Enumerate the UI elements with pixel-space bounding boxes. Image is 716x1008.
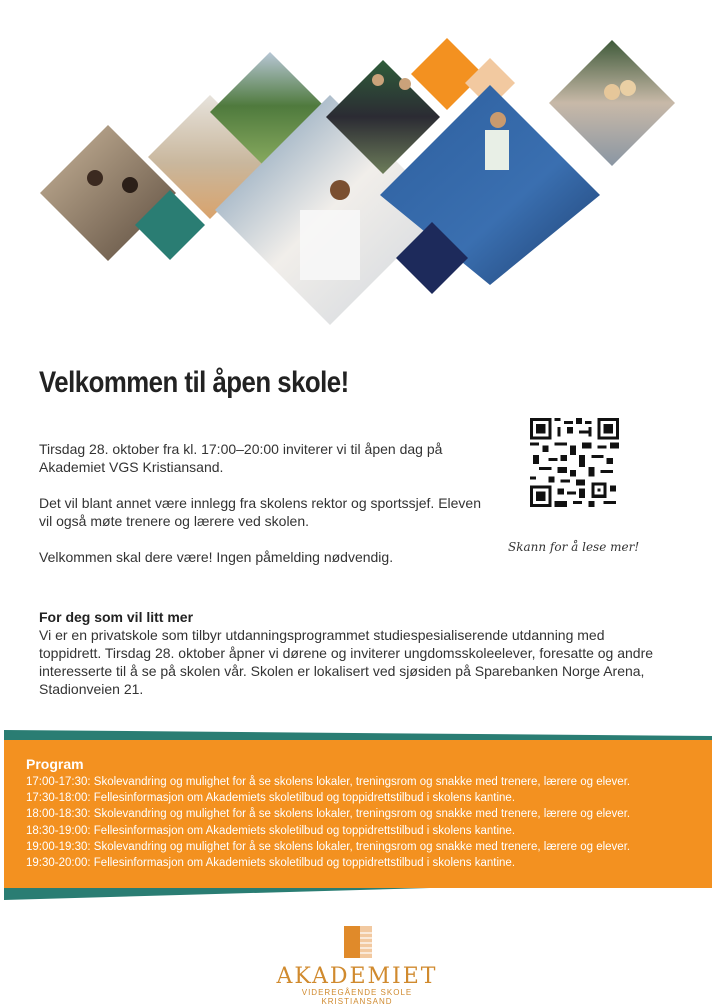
more-info-section xyxy=(39,608,669,698)
more-info-heading: For deg som vil litt mer xyxy=(39,609,194,625)
akademiet-logo-mark-icon xyxy=(340,924,376,960)
photo-collage xyxy=(0,0,716,340)
program-item: 19:30-20:00: Fellesinformasjon om Akademiets skoletilbud og toppidrettstilbud i skolens kantine. xyxy=(26,857,516,870)
logo-name: AKADEMIET xyxy=(276,964,438,989)
intro-text xyxy=(39,440,489,584)
photo-students xyxy=(549,40,675,166)
program-box xyxy=(4,740,712,888)
program-item: 17:30-18:00: Fellesinformasjon om Akademiets skoletilbud og toppidrettstilbud i skolens kantine. xyxy=(26,792,516,805)
intro-paragraph-1: Tirsdag 28. oktober fra kl. 17:00–20:00 inviterer vi til åpen dag på Akademiet VGS Kristiansand. xyxy=(39,441,443,475)
akademiet-logo xyxy=(272,920,442,1008)
program-item: 19:00-19:30: Skolevandring og mulighet for å se skolens lokaler, treningsrom og snakke med trenere, lærere og elever. xyxy=(26,840,631,853)
page-title: Velkommen til åpen skole! xyxy=(39,366,349,399)
program-item: 18:00-18:30: Skolevandring og mulighet for å se skolens lokaler, treningsrom og snakke med trenere, lærere og elever. xyxy=(26,808,631,821)
program-item: 18:30-19:00: Fellesinformasjon om Akademiets skoletilbud og toppidrettstilbud i skolens kantine. xyxy=(26,824,516,837)
logo-subtitle-line-2: KRISTIANSAND xyxy=(321,997,393,1006)
program-item: 17:00-17:30: Skolevandring og mulighet for å se skolens lokaler, treningsrom og snakke med trenere, lærere og elever. xyxy=(26,776,631,788)
intro-paragraph-2: Det vil blant annet være innlegg fra skolens rektor og sportssjef. Eleven vil også møte trenere og lærere ved skolen. xyxy=(39,495,482,529)
more-info-text: Vi er en privatskole som tilbyr utdanningsprogrammet studiespesialiserende utdanning med toppidrett. Tirsdag 28. oktober åpner vi dørene og inviterer ungdomsskoleelever, foresatte og andre interesserte til å se på skolen vår. Skolen er lokalisert ved sjøsiden på Sparebanken Norge Arena, Stadionveien 21. xyxy=(39,627,654,697)
logo-subtitle xyxy=(272,988,442,1006)
qr-caption: Skann for å lese mer! xyxy=(508,540,640,554)
program-heading: Program xyxy=(26,756,84,772)
qr-code[interactable] xyxy=(530,418,619,507)
intro-paragraph-3: Velkommen skal dere være! Ingen påmelding nødvendig. xyxy=(39,549,394,565)
logo-subtitle-line-1: VIDEREGÅENDE SKOLE xyxy=(301,988,413,997)
